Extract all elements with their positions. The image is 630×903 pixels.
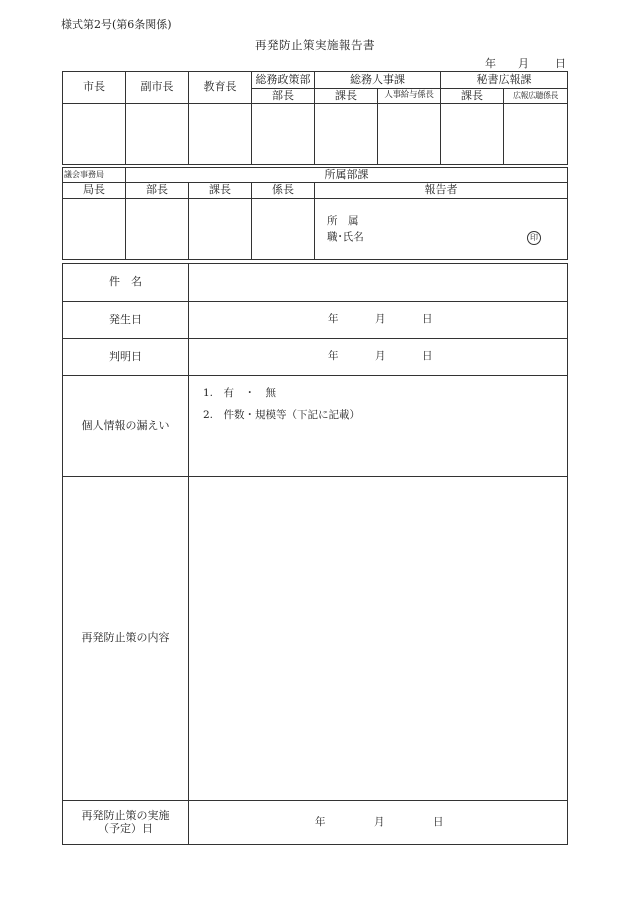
discovery-month-label: 月 (375, 350, 386, 363)
discovery-day-label: 日 (422, 350, 433, 363)
report-date-year: 年 (485, 57, 496, 70)
personnel-div-header: 総務人事課 (315, 72, 441, 89)
vice-mayor-seal-box[interactable] (126, 104, 189, 165)
personnel-salary-chief-seal-box[interactable] (378, 104, 441, 165)
occurrence-year-label: 年 (328, 313, 339, 326)
discovery-date-label: 判明日 (63, 339, 189, 376)
implementation-month-label: 月 (374, 815, 385, 828)
discovery-year-label: 年 (328, 350, 339, 363)
vice-mayor-header: 副市長 (126, 72, 189, 104)
implementation-label-line1: 再発防止策の実施 (81, 809, 170, 823)
measures-field[interactable] (189, 477, 568, 801)
dept-head-header: 部長 (126, 183, 189, 199)
position-name-label: 職･氏名 (327, 231, 364, 243)
bureau-head-seal-box[interactable] (63, 199, 126, 260)
mayor-seal-box[interactable] (63, 104, 126, 165)
pr-div-header: 秘書広報課 (441, 72, 568, 89)
form-number: 様式第2号(第6条関係) (61, 18, 172, 31)
implementation-label-line2: （予定）日 (98, 821, 153, 835)
general-affairs-dept-head-seal-box[interactable] (252, 104, 315, 165)
report-date-day: 日 (555, 57, 566, 70)
pr-hearing-chief-seal-box[interactable] (504, 104, 568, 165)
occurrence-date-label: 発生日 (63, 302, 189, 339)
subject-label: 件 名 (63, 264, 189, 302)
section-chief-header: 係長 (252, 183, 315, 199)
measures-label: 再発防止策の内容 (63, 477, 189, 801)
affiliated-dept-header: 所属部課 (126, 168, 568, 183)
leak-option-scale: 2. 件数・規模等（下記に記載） (203, 409, 361, 421)
pr-hearing-chief: 広報広聴係長 (504, 89, 568, 104)
personnel-salary-chief: 人事給与係長 (378, 89, 441, 104)
pr-div-head-seal-box[interactable] (441, 104, 504, 165)
subject-field[interactable] (189, 264, 568, 302)
leak-field[interactable] (189, 376, 568, 477)
affiliated-dept-table (62, 167, 568, 260)
superintendent-header: 教育長 (189, 72, 252, 104)
bureau-head-header: 局長 (63, 183, 126, 199)
mayor-header: 市長 (63, 72, 126, 104)
occurrence-day-label: 日 (422, 313, 433, 326)
div-head-header: 課長 (189, 183, 252, 199)
reporter-cell[interactable] (315, 199, 568, 260)
approval-table (62, 71, 568, 165)
report-date-month: 月 (518, 57, 529, 70)
leak-label: 個人情報の漏えい (63, 376, 189, 477)
pr-div-head: 課長 (441, 89, 504, 104)
implementation-date-label (63, 801, 189, 845)
council-office-label: 議会事務局 (63, 168, 126, 183)
personnel-div-head-seal-box[interactable] (315, 104, 378, 165)
section-chief-seal-box[interactable] (252, 199, 315, 260)
dept-head-seal-box[interactable] (126, 199, 189, 260)
report-details-table (62, 263, 568, 845)
occurrence-month-label: 月 (375, 313, 386, 326)
superintendent-seal-box[interactable] (189, 104, 252, 165)
discovery-date-field[interactable] (189, 339, 568, 376)
personnel-div-head: 課長 (315, 89, 378, 104)
implementation-year-label: 年 (315, 815, 326, 828)
affiliation-label: 所 属 (327, 215, 359, 227)
leak-option-yes-no[interactable]: 1. 有 ・ 無 (203, 387, 277, 399)
general-affairs-dept-header: 総務政策部 (252, 72, 315, 89)
seal-mark-icon: 印 (527, 231, 541, 245)
div-head-seal-box[interactable] (189, 199, 252, 260)
document-title: 再発防止策実施報告書 (255, 38, 375, 52)
implementation-day-label: 日 (433, 815, 444, 828)
general-affairs-dept-head: 部長 (252, 89, 315, 104)
implementation-date-field[interactable] (189, 801, 568, 845)
occurrence-date-field[interactable] (189, 302, 568, 339)
reporter-header: 報告者 (315, 183, 568, 199)
